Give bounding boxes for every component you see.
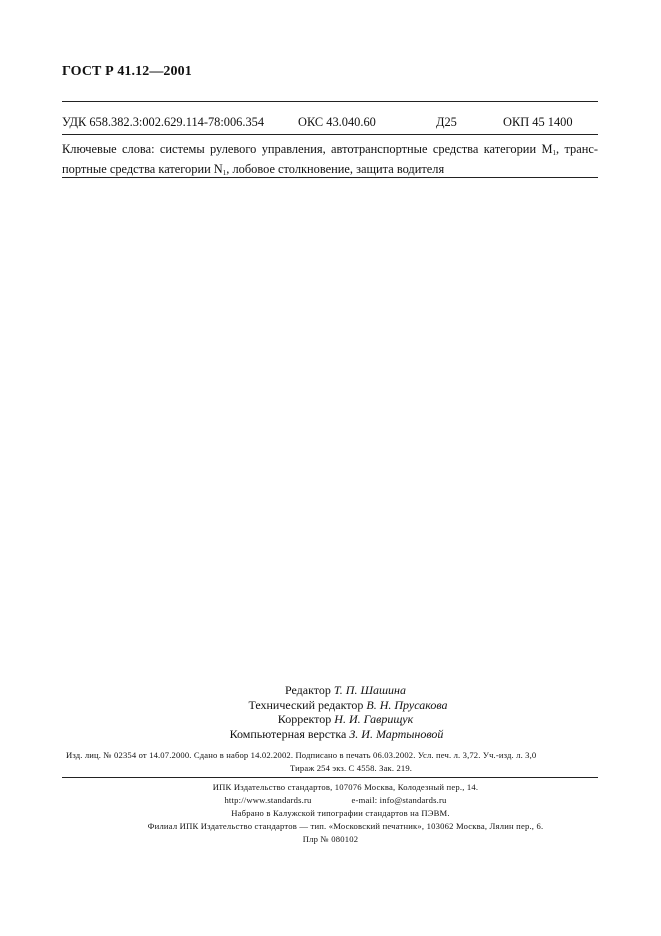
email: e-mail: info@standards.ru — [351, 795, 447, 805]
printer-line-1: ИПК Издательство стандартов, 107076 Москва, Колодезный пер., 14. — [212, 782, 479, 792]
printer-line-4: Филиал ИПК Издательство стандартов — тип. «Московский печатник», 103062 Москва, Лялин пер., 6. — [147, 821, 544, 831]
printer-info — [0, 781, 661, 846]
tech-editor-line: Технический редактор В. Н. Прусакова — [248, 697, 448, 712]
okp-code: ОКП 45 1400 — [503, 115, 573, 129]
udk-code: УДК 658.382.3:002.629.114-78:006.354 — [62, 115, 265, 129]
bottom-divider — [62, 177, 598, 178]
website: http://www.standards.ru — [224, 795, 312, 805]
keywords-paragraph — [62, 141, 598, 181]
proofreader-line: Корректор Н. И. Гаврищук — [277, 712, 414, 726]
publication-line-1: Изд. лиц. № 02354 от 14.07.2000. Сдано в набор 14.02.2002. Подписано в печать 06.03.2002. Усл. печ. л. 3,72. Уч.-изд. л. 3,0 — [66, 750, 537, 760]
editor-line: Редактор Т. П. Шашина — [285, 683, 406, 697]
printer-line-3: Набрано в Калужской типографии стандартов на ПЭВМ. — [231, 808, 450, 818]
printer-line-2 — [0, 794, 661, 807]
credits-block — [0, 683, 661, 741]
publication-line-2: Тираж 254 экз. С 4558. Зак. 219. — [290, 763, 413, 773]
middle-divider — [62, 134, 598, 135]
top-divider — [62, 101, 598, 102]
footer-divider — [62, 777, 598, 778]
printer-line-5: Плр № 080102 — [302, 834, 359, 844]
keywords-line-1: Ключевые слова: системы рулевого управления, автотранспортные средства категории $M_1$, транс- — [62, 142, 598, 157]
group-code: Д25 — [436, 115, 457, 129]
document-code: ГОСТ Р 41.12—2001 — [62, 64, 192, 79]
keywords-line-2: портные средства категории $N_1$, лобовое столкновение, защита водителя — [62, 162, 445, 177]
layout-line: Компьютерная верстка З. И. Мартыновой — [229, 726, 444, 741]
oks-code: ОКС 43.040.60 — [298, 115, 376, 129]
publication-info — [66, 749, 608, 775]
